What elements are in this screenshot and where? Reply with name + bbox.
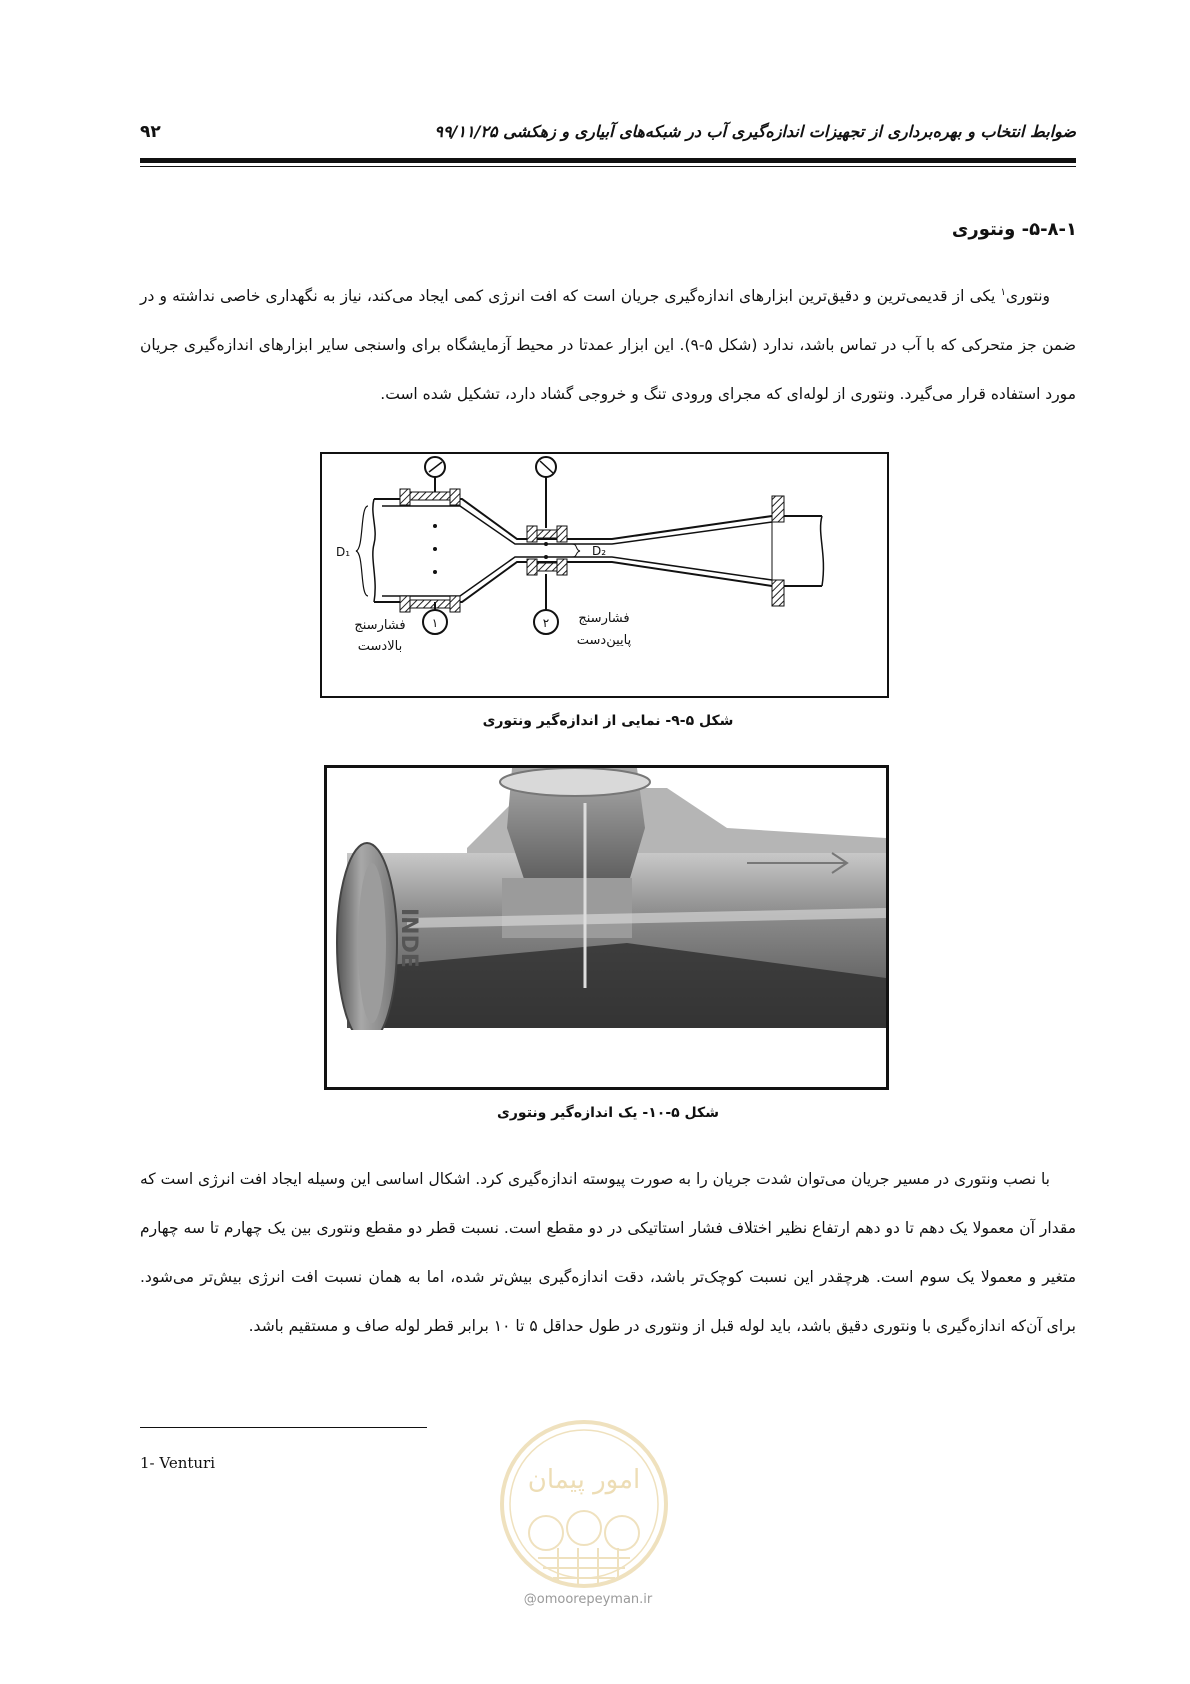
watermark-site[interactable]: @omoorepeyman.ir — [523, 1592, 653, 1607]
footnote-reference[interactable]: ۱ — [1000, 287, 1006, 298]
d2-label: D₂ — [592, 544, 607, 558]
watermark-logo — [498, 1418, 670, 1590]
upstream-gauge-label-1: فشارسنج — [354, 618, 406, 633]
downstream-gauge-label-2: پایین‌دست — [576, 633, 632, 648]
header-title: ضوابط انتخاب و بهره‌برداری از تجهیزات اندازه‌گیری آب در شبکه‌های آبیاری و زهکشی ۹۹/۱۱/۲۵ — [434, 122, 1076, 141]
pressure-gauge-icon — [425, 457, 445, 492]
watermark-logo-text: امور پیمان — [527, 1465, 641, 1495]
venturi-diagram — [322, 454, 887, 696]
footnote-rule — [140, 1427, 427, 1428]
d1-brace — [356, 506, 368, 596]
upstream-gauge-label-2: بالادست — [357, 639, 403, 654]
photo-casting-text: INDE — [396, 908, 421, 968]
figure-10-caption: شکل ۵-۱۰- یک اندازه‌گیر ونتوری — [497, 1105, 719, 1121]
figure-9-caption: شکل ۵-۹- نمایی از اندازه‌گیر ونتوری — [482, 713, 734, 729]
section-heading: ۵-۸-۱- ونتوری — [951, 219, 1077, 240]
gauge-2-number: ۲ — [542, 616, 550, 630]
page-number: ۹۲ — [140, 122, 161, 142]
paragraph-term: ونتوری — [1005, 287, 1050, 306]
venturi-photo-figure — [324, 765, 889, 1090]
venturi-diagram-figure — [320, 452, 889, 698]
pressure-gauge-icon — [536, 457, 556, 528]
header-rule-thick — [140, 158, 1076, 163]
d1-label: D₁ — [336, 545, 351, 559]
paragraph-installation: با نصب ونتوری در مسیر جریان می‌توان شدت جریان را به صورت پیوسته اندازه‌گیری کرد. اشکال اساسی این وسیله ایجاد افت انرژی است که مقدار آن معمولا یک دهم تا دو دهم ارتفاع نظیر اختلاف فشار استاتیکی در دو مقطع است. نسبت قطر دو مقطع ونتوری بین یک چهارم تا سه چهارم متغیر و معمولا یک سوم است. هرچقدر این نسبت کوچک‌تر باشد، دقت اندازه‌گیری بیش‌تر شده، اما به همان نسبت افت انرژی بیش‌تر می‌شود. برای آن‌که اندازه‌گیری با ونتوری دقیق باشد، باید لوله قبل از ونتوری در طول حداقل ۵ تا ۱۰ برابر قطر لوله صاف و مستقیم باشد. — [140, 1170, 1076, 1335]
downstream-gauge-label-1: فشارسنج — [578, 611, 630, 626]
paragraph-body: یکی از قدیمی‌ترین و دقیق‌ترین ابزارهای اندازه‌گیری جریان است که افت انرژی کمی ایجاد می‌کند، نیاز به نگهداری خاصی نداشته و در ضمن جز متحرکی که با آب در تماس باشد، ندارد (شکل ۵-۹). این ابزار عمدتا در محیط آزمایشگاه برای واسنجی سایر ابزارهای اندازه‌گیری جریان مورد استفاده قرار می‌گیرد. ونتوری از لوله‌ای که مجرای ورودی تنگ و خروجی گشاد دارد، تشکیل شده است. — [140, 287, 1076, 404]
footnote: 1- Venturi — [140, 1454, 216, 1472]
paragraph-intro — [140, 268, 1076, 419]
venturi-photo — [327, 768, 886, 1087]
running-header — [140, 118, 1076, 146]
gauge-1-number: ۱ — [431, 616, 439, 630]
pressure-gauge-downstream — [534, 574, 558, 634]
header-rule-thin — [140, 166, 1076, 167]
